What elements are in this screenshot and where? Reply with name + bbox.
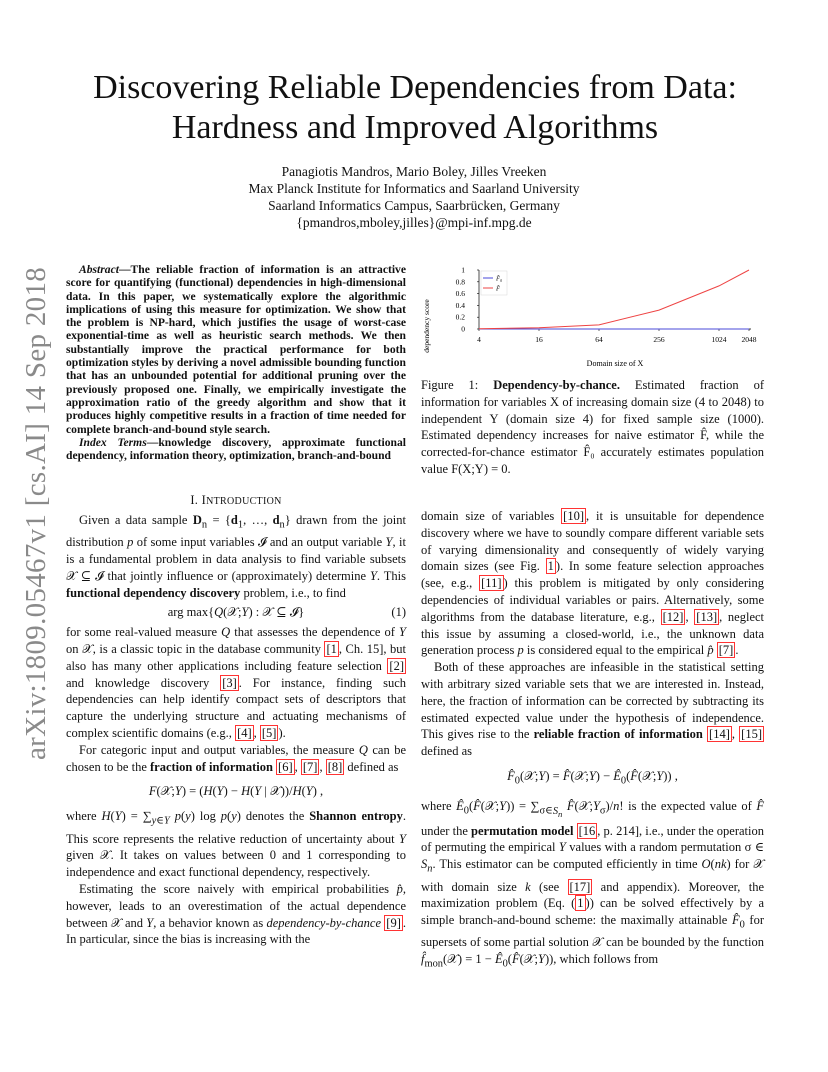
citation-link[interactable]: [10] <box>563 509 584 523</box>
affiliation-2: Saarland Informatics Campus, Saarbrücken, Germany <box>268 198 560 213</box>
citation-link[interactable]: [17] <box>569 879 591 894</box>
abstract-label: Abstract <box>79 263 119 276</box>
citation-link[interactable]: [14] <box>709 727 730 742</box>
title-line-1: Discovering Reliable Dependencies from Data: <box>93 69 737 106</box>
x-tick-label: 16 <box>535 335 543 344</box>
citation-link[interactable]: [3] <box>222 675 237 690</box>
y-tick-label: 1 <box>461 265 465 275</box>
y-tick-label: 0.2 <box>455 312 465 322</box>
abstract-text: —The reliable fraction of information is an attractive score for quantifying (functional) dependencies in high-dimensional data. In this paper, we systematically explore the algorithmic implications of using this measure for optimization. We show that the problem is NP-hard, which justifies the usage of worst-case exponential-time as well as heuristic search methods. We then substantially improve the practical performance for both optimization styles by deriving a novel admissible bounding function that has an unbounded potential for additional pruning over the previously proposed one. Finally, we empirically investigate the approximation ratio of the greedy algorithm and show that it produces highly competitive results in a fraction of time needed for complete branch-and-bound style search. <box>66 263 406 436</box>
x-tick-label: 4 <box>477 335 481 344</box>
citation-link[interactable]: [8] <box>327 759 343 774</box>
caption-title: Dependency-by-chance. <box>493 378 620 392</box>
y-tick-label: 0.4 <box>455 300 465 310</box>
y-tick-label: 0 <box>461 324 465 334</box>
equation-link[interactable]: 1 <box>577 896 584 911</box>
intro-text: Given a data sample $D_n = \{d_1$, …, $d_n$} drawn from the joint distribution p of some input variables 𝓘 and an output variable Y, it is a fundamental problem in data analysis to find variable subsets 𝒳 ⊆ 𝓘 that jointly influence or (approximately) determine Y. This functional dependency discovery problem, i.e., to find arg max{Q(𝒳;Y) : 𝒳 ⊆ 𝓘} (1) for some real-valued measure Q that assesses the dependence of Y on 𝒳, is a classic topic in the database community [1 , Ch. 15], but also has many other applications including feature selection [2] and knowledge discovery [3] . For instance, finding such dependencies can help identify compact sets of descriptors that capture the underlying structure and actuating mechanisms of complex scientific domains (e.g., [4] , [5] ). For categoric input and output variables, the measure Q can be chosen to be the fraction of information [6] , [7] , [8] defined as F(𝒳;Y) = (H(Y) − H(Y | 𝒳))/H(Y) , where $H(Y) = \sum_{y\in Y}$ p(y) log p(y) denotes the Shannon entropy. This score represents the relative reduction of uncertainty about Y given 𝒳. It takes on values between 0 and 1 corresponding to independence and exact functional dependency, respectively. Estimating the score naively with empirical probabilities p̂, however, leads to an overestimation of the actual dependence between 𝒳 and Y, a behavior known as dependency-by-chance [9] . In particular, since the bias is increasing with the <box>66 513 407 947</box>
arxiv-identifier: arXiv:1809.05467v1 [cs.AI] 14 Sep 2018 <box>20 266 52 760</box>
citation-link[interactable]: [2] <box>389 658 404 673</box>
x-tick-label: 2048 <box>741 335 757 344</box>
citation-link[interactable]: [11] <box>481 576 502 591</box>
series-line <box>479 270 749 329</box>
right-column-text: domain size of variables [10] , it is unsuitable for dependence discovery where we have to soundly compare different variable sets of varying dimensionality and consequently of widely varying domain sizes (see Fig. 1 ). In some feature selection approaches (see, e.g., [11] ) this problem is mitigated by only considering dependencies of individual variables or pairs. Alternatively, some algorithms from the database literature, e.g., [12] , [13] , neglect this issue by assuming a closed-world, i.e., the unknown data generation process p is considered equal to the empirical p̂ [7] . Both of these approaches are infeasible in the statistical setting with arbitrary sized variable sets that we are interested in. Instead, here, the fraction of information can be corrected by subtracting its estimated expected value under the hypothesis of independence. This gives rise to the reliable fraction of information [14] , [15] defined as $F̂_0(𝒳;Y)$ = F̂(𝒳;Y) − $Ê_0(F̂(𝒳;Y))$ , where $Ê_0(F̂(𝒳;Y)) = \sum_{\sigma\in S_n}$ $F̂(𝒳;Y_\sigma)/n$! is the expected value of F̂ under the permutation model [16 , p. 214], i.e., under the operation of permuting the empirical Y values with a random permutation σ ∈ $S_n$. This estimator can be computed efficiently in time O(nk) for 𝒳 with domain size k (see [17] and appendix). Moreover, the maximization problem (Eq. ( 1 )) can be solved effectively by a simple branch-and-bound scheme: the maximally attainable $F̂_0$ for supersets of some partial solution 𝒳 can be bounded by the function $f̂_{mon}(𝒳) = 1$ − $Ê_0(F̂(𝒳;Y))$, which follows from <box>421 509 765 970</box>
citation-link[interactable]: [5] <box>261 726 277 741</box>
citation-link[interactable]: [13] <box>696 609 718 624</box>
citation-link[interactable]: [9] <box>386 915 401 930</box>
y-axis-label: dependency score <box>422 299 431 353</box>
abstract <box>66 263 406 462</box>
y-tick-label: 0.6 <box>455 289 465 299</box>
section-heading-introduction: I. INTRODUCTION <box>190 493 282 507</box>
legend-box <box>481 271 507 295</box>
x-tick-label: 256 <box>653 335 665 344</box>
caption-text: Estimated fraction of information for variables X of increasing domain size (4 to 2048) to independent Y (domain size 4) for fixed sample size (1000). Estimated dependency increases for naive estimator F̂, while the corrected-for-chance estimator F̂₀ accurately estimates population value F(X;Y) = 0. <box>421 378 765 476</box>
legend-label: F̂ <box>496 285 500 293</box>
emails: {pmandros,mboley,jilles}@mpi-inf.mpg.de <box>296 215 532 230</box>
legend-label: F̂₀ <box>496 275 503 283</box>
index-terms-label: Index Terms <box>79 435 147 449</box>
paper-title <box>60 68 770 148</box>
x-axis-label: Domain size of X <box>586 359 644 368</box>
title-line-2: Hardness and Improved Algorithms <box>171 109 659 146</box>
authors: Panagiotis Mandros, Mario Boley, Jilles Vreeken <box>281 164 547 179</box>
x-tick-label: 64 <box>595 335 603 344</box>
figure-caption <box>421 377 764 478</box>
caption-label: Figure 1: <box>421 378 479 392</box>
citation-link[interactable]: [6] <box>278 759 293 774</box>
citation-link[interactable]: [16 <box>578 823 596 838</box>
dependency-chart <box>421 262 764 374</box>
figure-link[interactable]: 1 <box>547 559 554 574</box>
citation-link[interactable]: [7] <box>718 643 734 658</box>
citation-link[interactable]: [7] <box>302 759 318 774</box>
index-terms-text: —knowledge discovery, approximate functional dependency, information theory, optimization, branch-and-bound <box>66 435 406 463</box>
citation-link[interactable]: [1 <box>326 642 337 657</box>
citation-link[interactable]: [12] <box>662 609 684 624</box>
citation-link[interactable]: [15] <box>741 727 762 742</box>
affiliation-1: Max Planck Institute for Informatics and Saarland University <box>248 181 580 196</box>
x-tick-label: 1024 <box>711 335 727 344</box>
y-tick-label: 0.8 <box>455 277 465 287</box>
author-block <box>150 163 678 231</box>
citation-link[interactable]: [4] <box>237 726 252 741</box>
